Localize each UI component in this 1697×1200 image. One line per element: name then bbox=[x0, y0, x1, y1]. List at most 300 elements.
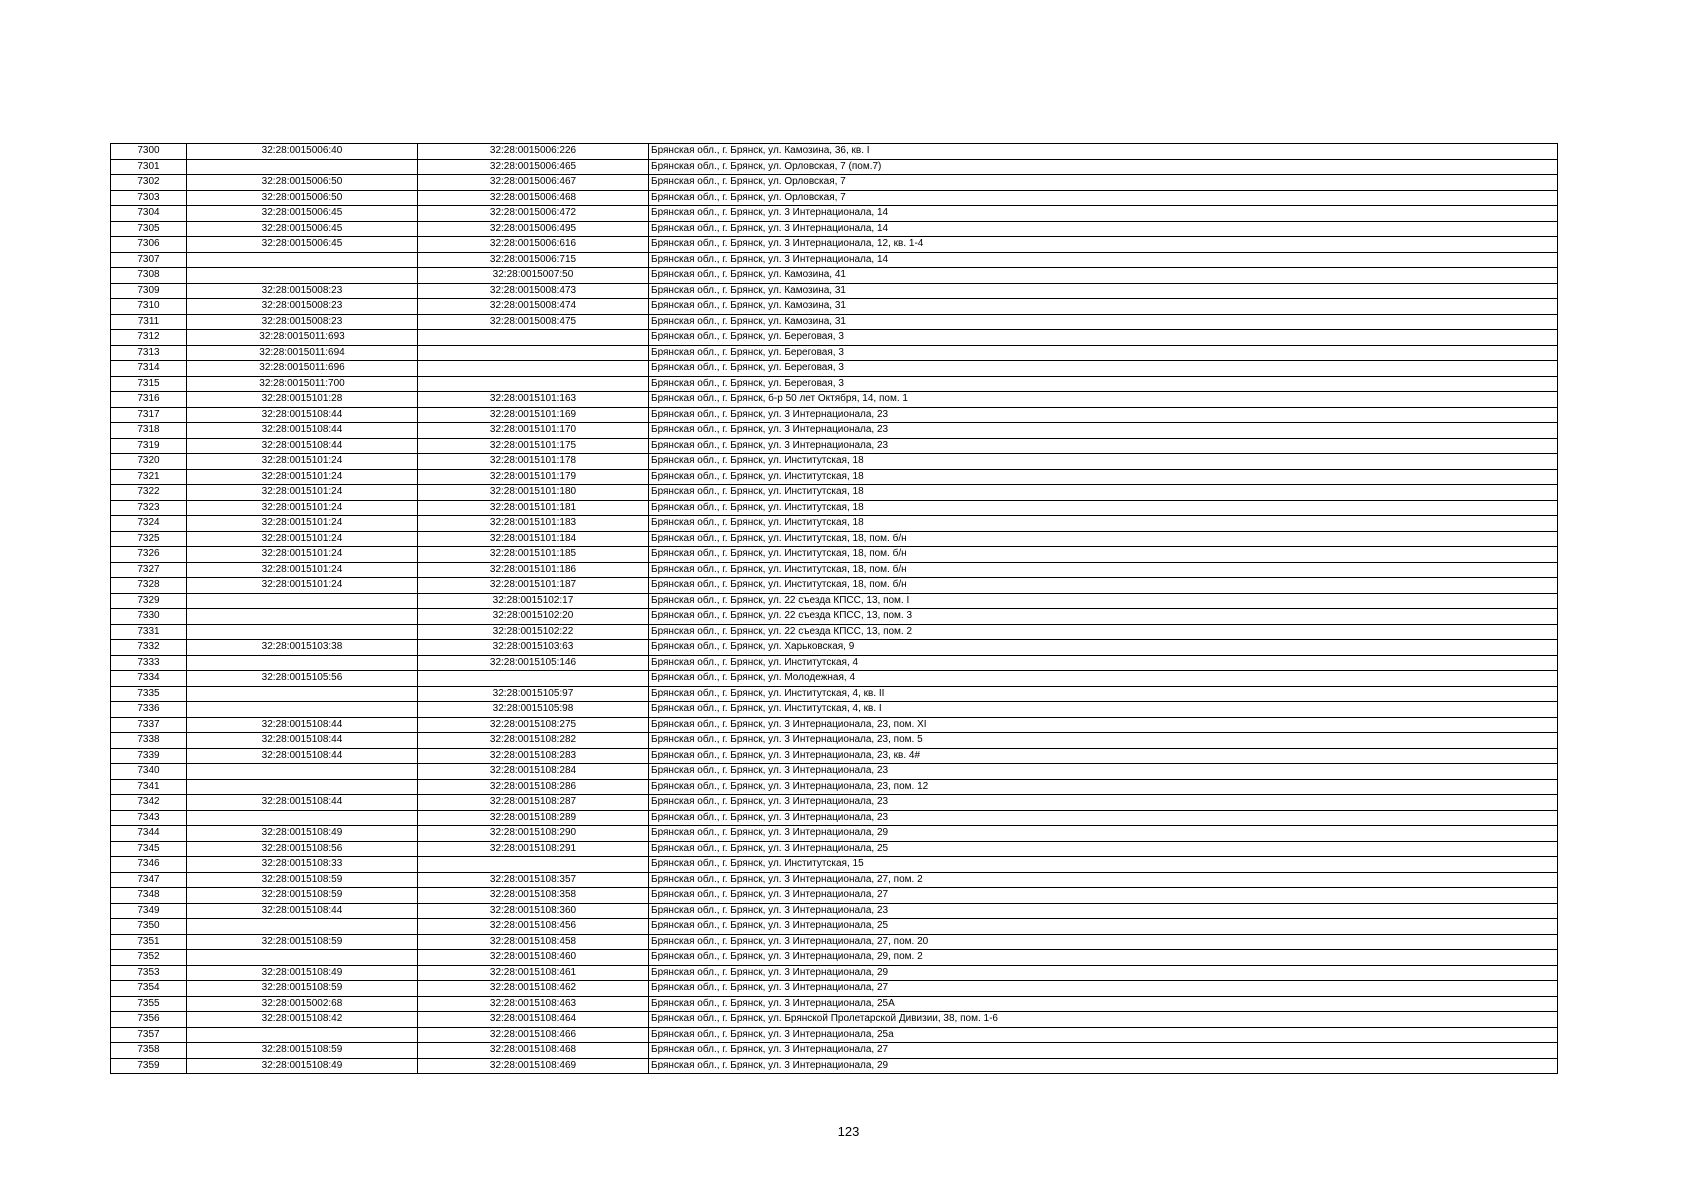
address-cell: Брянская обл., г. Брянск, ул. Институтская, 18, пом. б/н bbox=[649, 562, 1558, 578]
land-cadastral-number-cell: 32:28:0015108:44 bbox=[187, 733, 418, 749]
table-row bbox=[111, 640, 1558, 656]
land-cadastral-number-cell bbox=[187, 810, 418, 826]
address-cell: Брянская обл., г. Брянск, ул. Береговая, 3 bbox=[649, 376, 1558, 392]
address-cell: Брянская обл., г. Брянск, ул. 3 Интернационала, 23 bbox=[649, 810, 1558, 826]
object-cadastral-number-cell: 32:28:0015108:462 bbox=[418, 981, 649, 997]
address-cell: Брянская обл., г. Брянск, ул. 3 Интернационала, 14 bbox=[649, 221, 1558, 237]
address-cell: Брянская обл., г. Брянск, ул. 3 Интернационала, 14 bbox=[649, 206, 1558, 222]
object-cadastral-number-cell: 32:28:0015006:495 bbox=[418, 221, 649, 237]
row-number-cell: 7302 bbox=[111, 175, 187, 191]
row-number-cell: 7356 bbox=[111, 1012, 187, 1028]
table-row bbox=[111, 314, 1558, 330]
land-cadastral-number-cell: 32:28:0015101:28 bbox=[187, 392, 418, 408]
table-row bbox=[111, 578, 1558, 594]
object-cadastral-number-cell: 32:28:0015006:467 bbox=[418, 175, 649, 191]
registry-table-body bbox=[111, 144, 1558, 1074]
table-row bbox=[111, 826, 1558, 842]
table-row bbox=[111, 981, 1558, 997]
address-cell: Брянская обл., г. Брянск, ул. 3 Интернационала, 29, пом. 2 bbox=[649, 950, 1558, 966]
table-row bbox=[111, 1043, 1558, 1059]
land-cadastral-number-cell bbox=[187, 268, 418, 284]
table-row bbox=[111, 1012, 1558, 1028]
address-cell: Брянская обл., г. Брянск, ул. 3 Интернационала, 23 bbox=[649, 407, 1558, 423]
object-cadastral-number-cell: 32:28:0015101:179 bbox=[418, 469, 649, 485]
land-cadastral-number-cell: 32:28:0015011:694 bbox=[187, 345, 418, 361]
row-number-cell: 7341 bbox=[111, 779, 187, 795]
row-number-cell: 7307 bbox=[111, 252, 187, 268]
object-cadastral-number-cell: 32:28:0015108:282 bbox=[418, 733, 649, 749]
land-cadastral-number-cell: 32:28:0015008:23 bbox=[187, 283, 418, 299]
land-cadastral-number-cell: 32:28:0015008:23 bbox=[187, 314, 418, 330]
object-cadastral-number-cell: 32:28:0015007:50 bbox=[418, 268, 649, 284]
address-cell: Брянская обл., г. Брянск, ул. 3 Интернационала, 25 bbox=[649, 841, 1558, 857]
row-number-cell: 7304 bbox=[111, 206, 187, 222]
address-cell: Брянская обл., г. Брянск, ул. 22 съезда КПСС, 13, пом. 2 bbox=[649, 624, 1558, 640]
land-cadastral-number-cell bbox=[187, 1027, 418, 1043]
object-cadastral-number-cell: 32:28:0015101:163 bbox=[418, 392, 649, 408]
land-cadastral-number-cell bbox=[187, 655, 418, 671]
row-number-cell: 7338 bbox=[111, 733, 187, 749]
object-cadastral-number-cell: 32:28:0015006:226 bbox=[418, 144, 649, 160]
object-cadastral-number-cell: 32:28:0015102:17 bbox=[418, 593, 649, 609]
table-row bbox=[111, 1058, 1558, 1074]
table-row bbox=[111, 779, 1558, 795]
table-row bbox=[111, 733, 1558, 749]
table-row bbox=[111, 841, 1558, 857]
object-cadastral-number-cell: 32:28:0015101:185 bbox=[418, 547, 649, 563]
address-cell: Брянская обл., г. Брянск, ул. Молодежная, 4 bbox=[649, 671, 1558, 687]
land-cadastral-number-cell: 32:28:0015101:24 bbox=[187, 562, 418, 578]
address-cell: Брянская обл., г. Брянск, ул. Харьковская, 9 bbox=[649, 640, 1558, 656]
object-cadastral-number-cell: 32:28:0015108:284 bbox=[418, 764, 649, 780]
table-row bbox=[111, 469, 1558, 485]
address-cell: Брянская обл., г. Брянск, ул. Институтская, 18 bbox=[649, 454, 1558, 470]
row-number-cell: 7346 bbox=[111, 857, 187, 873]
table-row bbox=[111, 764, 1558, 780]
land-cadastral-number-cell: 32:28:0015101:24 bbox=[187, 578, 418, 594]
object-cadastral-number-cell: 32:28:0015101:175 bbox=[418, 438, 649, 454]
address-cell: Брянская обл., г. Брянск, ул. 3 Интернационала, 27, пом. 20 bbox=[649, 934, 1558, 950]
land-cadastral-number-cell: 32:28:0015108:59 bbox=[187, 934, 418, 950]
row-number-cell: 7337 bbox=[111, 717, 187, 733]
row-number-cell: 7336 bbox=[111, 702, 187, 718]
table-row bbox=[111, 655, 1558, 671]
land-cadastral-number-cell: 32:28:0015108:49 bbox=[187, 826, 418, 842]
land-cadastral-number-cell: 32:28:0015011:693 bbox=[187, 330, 418, 346]
address-cell: Брянская обл., г. Брянск, ул. Институтская, 18, пом. б/н bbox=[649, 578, 1558, 594]
row-number-cell: 7324 bbox=[111, 516, 187, 532]
row-number-cell: 7334 bbox=[111, 671, 187, 687]
row-number-cell: 7345 bbox=[111, 841, 187, 857]
land-cadastral-number-cell bbox=[187, 686, 418, 702]
object-cadastral-number-cell: 32:28:0015102:20 bbox=[418, 609, 649, 625]
table-row bbox=[111, 268, 1558, 284]
address-cell: Брянская обл., г. Брянск, ул. Институтская, 18 bbox=[649, 500, 1558, 516]
land-cadastral-number-cell: 32:28:0015002:68 bbox=[187, 996, 418, 1012]
address-cell: Брянская обл., г. Брянск, ул. Институтская, 18, пом. б/н bbox=[649, 531, 1558, 547]
table-row bbox=[111, 190, 1558, 206]
object-cadastral-number-cell: 32:28:0015108:456 bbox=[418, 919, 649, 935]
address-cell: Брянская обл., г. Брянск, ул. 3 Интернационала, 25а bbox=[649, 1027, 1558, 1043]
row-number-cell: 7312 bbox=[111, 330, 187, 346]
address-cell: Брянская обл., г. Брянск, ул. Камозина, 36, кв. I bbox=[649, 144, 1558, 160]
row-number-cell: 7339 bbox=[111, 748, 187, 764]
address-cell: Брянская обл., г. Брянск, ул. Институтская, 4, кв. I bbox=[649, 702, 1558, 718]
object-cadastral-number-cell bbox=[418, 361, 649, 377]
object-cadastral-number-cell: 32:28:0015108:275 bbox=[418, 717, 649, 733]
object-cadastral-number-cell: 32:28:0015108:461 bbox=[418, 965, 649, 981]
row-number-cell: 7319 bbox=[111, 438, 187, 454]
row-number-cell: 7350 bbox=[111, 919, 187, 935]
object-cadastral-number-cell: 32:28:0015108:468 bbox=[418, 1043, 649, 1059]
table-row bbox=[111, 748, 1558, 764]
land-cadastral-number-cell: 32:28:0015101:24 bbox=[187, 547, 418, 563]
registry-table bbox=[110, 143, 1558, 1074]
row-number-cell: 7340 bbox=[111, 764, 187, 780]
land-cadastral-number-cell: 32:28:0015108:56 bbox=[187, 841, 418, 857]
object-cadastral-number-cell: 32:28:0015108:458 bbox=[418, 934, 649, 950]
table-row bbox=[111, 996, 1558, 1012]
row-number-cell: 7354 bbox=[111, 981, 187, 997]
table-row bbox=[111, 283, 1558, 299]
address-cell: Брянская обл., г. Брянск, ул. Институтская, 18 bbox=[649, 469, 1558, 485]
address-cell: Брянская обл., г. Брянск, ул. Институтская, 4 bbox=[649, 655, 1558, 671]
object-cadastral-number-cell: 32:28:0015108:289 bbox=[418, 810, 649, 826]
table-row bbox=[111, 717, 1558, 733]
object-cadastral-number-cell: 32:28:0015008:475 bbox=[418, 314, 649, 330]
row-number-cell: 7348 bbox=[111, 888, 187, 904]
land-cadastral-number-cell: 32:28:0015101:24 bbox=[187, 454, 418, 470]
row-number-cell: 7310 bbox=[111, 299, 187, 315]
land-cadastral-number-cell: 32:28:0015011:700 bbox=[187, 376, 418, 392]
row-number-cell: 7349 bbox=[111, 903, 187, 919]
row-number-cell: 7300 bbox=[111, 144, 187, 160]
row-number-cell: 7315 bbox=[111, 376, 187, 392]
object-cadastral-number-cell: 32:28:0015006:468 bbox=[418, 190, 649, 206]
land-cadastral-number-cell: 32:28:0015006:45 bbox=[187, 221, 418, 237]
table-row bbox=[111, 593, 1558, 609]
object-cadastral-number-cell: 32:28:0015101:186 bbox=[418, 562, 649, 578]
object-cadastral-number-cell: 32:28:0015108:283 bbox=[418, 748, 649, 764]
land-cadastral-number-cell bbox=[187, 624, 418, 640]
row-number-cell: 7355 bbox=[111, 996, 187, 1012]
address-cell: Брянская обл., г. Брянск, ул. 3 Интернационала, 29 bbox=[649, 1058, 1558, 1074]
object-cadastral-number-cell: 32:28:0015006:616 bbox=[418, 237, 649, 253]
address-cell: Брянская обл., г. Брянск, ул. Орловская, 7 bbox=[649, 190, 1558, 206]
land-cadastral-number-cell: 32:28:0015108:59 bbox=[187, 872, 418, 888]
table-row bbox=[111, 206, 1558, 222]
land-cadastral-number-cell: 32:28:0015108:59 bbox=[187, 1043, 418, 1059]
land-cadastral-number-cell: 32:28:0015108:49 bbox=[187, 965, 418, 981]
address-cell: Брянская обл., г. Брянск, ул. 3 Интернационала, 27 bbox=[649, 981, 1558, 997]
land-cadastral-number-cell: 32:28:0015108:44 bbox=[187, 903, 418, 919]
object-cadastral-number-cell: 32:28:0015108:290 bbox=[418, 826, 649, 842]
land-cadastral-number-cell: 32:28:0015006:40 bbox=[187, 144, 418, 160]
row-number-cell: 7358 bbox=[111, 1043, 187, 1059]
table-row bbox=[111, 438, 1558, 454]
address-cell: Брянская обл., г. Брянск, ул. 3 Интернационала, 23 bbox=[649, 903, 1558, 919]
table-row bbox=[111, 965, 1558, 981]
row-number-cell: 7311 bbox=[111, 314, 187, 330]
object-cadastral-number-cell: 32:28:0015108:466 bbox=[418, 1027, 649, 1043]
address-cell: Брянская обл., г. Брянск, ул. 3 Интернационала, 27, пом. 2 bbox=[649, 872, 1558, 888]
object-cadastral-number-cell: 32:28:0015105:146 bbox=[418, 655, 649, 671]
row-number-cell: 7316 bbox=[111, 392, 187, 408]
land-cadastral-number-cell: 32:28:0015101:24 bbox=[187, 516, 418, 532]
land-cadastral-number-cell: 32:28:0015108:44 bbox=[187, 407, 418, 423]
table-row bbox=[111, 330, 1558, 346]
object-cadastral-number-cell: 32:28:0015108:460 bbox=[418, 950, 649, 966]
land-cadastral-number-cell: 32:28:0015105:56 bbox=[187, 671, 418, 687]
row-number-cell: 7314 bbox=[111, 361, 187, 377]
table-row bbox=[111, 888, 1558, 904]
object-cadastral-number-cell: 32:28:0015006:472 bbox=[418, 206, 649, 222]
object-cadastral-number-cell: 32:28:0015108:360 bbox=[418, 903, 649, 919]
address-cell: Брянская обл., г. Брянск, ул. 3 Интернационала, 25 bbox=[649, 919, 1558, 935]
row-number-cell: 7318 bbox=[111, 423, 187, 439]
row-number-cell: 7321 bbox=[111, 469, 187, 485]
row-number-cell: 7309 bbox=[111, 283, 187, 299]
row-number-cell: 7322 bbox=[111, 485, 187, 501]
land-cadastral-number-cell: 32:28:0015008:23 bbox=[187, 299, 418, 315]
object-cadastral-number-cell bbox=[418, 330, 649, 346]
land-cadastral-number-cell: 32:28:0015103:38 bbox=[187, 640, 418, 656]
land-cadastral-number-cell: 32:28:0015101:24 bbox=[187, 485, 418, 501]
object-cadastral-number-cell: 32:28:0015101:169 bbox=[418, 407, 649, 423]
land-cadastral-number-cell: 32:28:0015108:49 bbox=[187, 1058, 418, 1074]
address-cell: Брянская обл., г. Брянск, ул. 3 Интернационала, 23, кв. 4# bbox=[649, 748, 1558, 764]
address-cell: Брянская обл., г. Брянск, ул. 22 съезда КПСС, 13, пом. 3 bbox=[649, 609, 1558, 625]
address-cell: Брянская обл., г. Брянск, ул. 3 Интернационала, 14 bbox=[649, 252, 1558, 268]
table-row bbox=[111, 516, 1558, 532]
object-cadastral-number-cell bbox=[418, 857, 649, 873]
row-number-cell: 7313 bbox=[111, 345, 187, 361]
table-row bbox=[111, 950, 1558, 966]
address-cell: Брянская обл., г. Брянск, ул. 22 съезда КПСС, 13, пом. I bbox=[649, 593, 1558, 609]
row-number-cell: 7344 bbox=[111, 826, 187, 842]
address-cell: Брянская обл., г. Брянск, ул. 3 Интернационала, 12, кв. 1-4 bbox=[649, 237, 1558, 253]
table-row bbox=[111, 795, 1558, 811]
row-number-cell: 7308 bbox=[111, 268, 187, 284]
row-number-cell: 7323 bbox=[111, 500, 187, 516]
address-cell: Брянская обл., г. Брянск, ул. Орловская, 7 bbox=[649, 175, 1558, 191]
table-row bbox=[111, 1027, 1558, 1043]
table-row bbox=[111, 221, 1558, 237]
table-row bbox=[111, 547, 1558, 563]
table-row bbox=[111, 159, 1558, 175]
address-cell: Брянская обл., г. Брянск, ул. 3 Интернационала, 25А bbox=[649, 996, 1558, 1012]
row-number-cell: 7325 bbox=[111, 531, 187, 547]
land-cadastral-number-cell bbox=[187, 779, 418, 795]
table-row bbox=[111, 345, 1558, 361]
object-cadastral-number-cell: 32:28:0015101:180 bbox=[418, 485, 649, 501]
address-cell: Брянская обл., г. Брянск, б-р 50 лет Октября, 14, пом. 1 bbox=[649, 392, 1558, 408]
object-cadastral-number-cell: 32:28:0015103:63 bbox=[418, 640, 649, 656]
table-row bbox=[111, 934, 1558, 950]
row-number-cell: 7305 bbox=[111, 221, 187, 237]
address-cell: Брянская обл., г. Брянск, ул. 3 Интернационала, 23, пом. 12 bbox=[649, 779, 1558, 795]
land-cadastral-number-cell: 32:28:0015108:44 bbox=[187, 748, 418, 764]
land-cadastral-number-cell bbox=[187, 702, 418, 718]
table-row bbox=[111, 686, 1558, 702]
address-cell: Брянская обл., г. Брянск, ул. 3 Интернационала, 23, пом. XI bbox=[649, 717, 1558, 733]
object-cadastral-number-cell: 32:28:0015105:97 bbox=[418, 686, 649, 702]
land-cadastral-number-cell: 32:28:0015108:44 bbox=[187, 795, 418, 811]
table-row bbox=[111, 376, 1558, 392]
object-cadastral-number-cell: 32:28:0015008:473 bbox=[418, 283, 649, 299]
land-cadastral-number-cell bbox=[187, 950, 418, 966]
table-row bbox=[111, 500, 1558, 516]
table-row bbox=[111, 299, 1558, 315]
table-row bbox=[111, 872, 1558, 888]
address-cell: Брянская обл., г. Брянск, ул. Институтская, 15 bbox=[649, 857, 1558, 873]
object-cadastral-number-cell: 32:28:0015006:465 bbox=[418, 159, 649, 175]
land-cadastral-number-cell: 32:28:0015006:45 bbox=[187, 237, 418, 253]
land-cadastral-number-cell: 32:28:0015006:50 bbox=[187, 190, 418, 206]
row-number-cell: 7317 bbox=[111, 407, 187, 423]
table-row bbox=[111, 857, 1558, 873]
land-cadastral-number-cell: 32:28:0015108:33 bbox=[187, 857, 418, 873]
table-row bbox=[111, 454, 1558, 470]
land-cadastral-number-cell bbox=[187, 919, 418, 935]
land-cadastral-number-cell: 32:28:0015108:42 bbox=[187, 1012, 418, 1028]
land-cadastral-number-cell: 32:28:0015108:59 bbox=[187, 888, 418, 904]
land-cadastral-number-cell: 32:28:0015108:44 bbox=[187, 438, 418, 454]
object-cadastral-number-cell: 32:28:0015101:178 bbox=[418, 454, 649, 470]
address-cell: Брянская обл., г. Брянск, ул. 3 Интернационала, 23 bbox=[649, 795, 1558, 811]
address-cell: Брянская обл., г. Брянск, ул. 3 Интернационала, 23 bbox=[649, 438, 1558, 454]
address-cell: Брянская обл., г. Брянск, ул. Орловская, 7 (пом.7) bbox=[649, 159, 1558, 175]
object-cadastral-number-cell: 32:28:0015108:358 bbox=[418, 888, 649, 904]
table-row bbox=[111, 609, 1558, 625]
address-cell: Брянская обл., г. Брянск, ул. 3 Интернационала, 23 bbox=[649, 423, 1558, 439]
object-cadastral-number-cell: 32:28:0015008:474 bbox=[418, 299, 649, 315]
row-number-cell: 7357 bbox=[111, 1027, 187, 1043]
land-cadastral-number-cell: 32:28:0015011:696 bbox=[187, 361, 418, 377]
address-cell: Брянская обл., г. Брянск, ул. Институтская, 18, пом. б/н bbox=[649, 547, 1558, 563]
land-cadastral-number-cell: 32:28:0015101:24 bbox=[187, 531, 418, 547]
address-cell: Брянская обл., г. Брянск, ул. 3 Интернационала, 29 bbox=[649, 965, 1558, 981]
land-cadastral-number-cell bbox=[187, 764, 418, 780]
table-row bbox=[111, 407, 1558, 423]
land-cadastral-number-cell bbox=[187, 609, 418, 625]
row-number-cell: 7353 bbox=[111, 965, 187, 981]
row-number-cell: 7342 bbox=[111, 795, 187, 811]
object-cadastral-number-cell: 32:28:0015101:170 bbox=[418, 423, 649, 439]
row-number-cell: 7329 bbox=[111, 593, 187, 609]
row-number-cell: 7335 bbox=[111, 686, 187, 702]
row-number-cell: 7320 bbox=[111, 454, 187, 470]
object-cadastral-number-cell: 32:28:0015108:469 bbox=[418, 1058, 649, 1074]
object-cadastral-number-cell: 32:28:0015105:98 bbox=[418, 702, 649, 718]
object-cadastral-number-cell bbox=[418, 345, 649, 361]
object-cadastral-number-cell: 32:28:0015108:291 bbox=[418, 841, 649, 857]
address-cell: Брянская обл., г. Брянск, ул. Береговая, 3 bbox=[649, 345, 1558, 361]
land-cadastral-number-cell: 32:28:0015101:24 bbox=[187, 500, 418, 516]
row-number-cell: 7328 bbox=[111, 578, 187, 594]
row-number-cell: 7303 bbox=[111, 190, 187, 206]
object-cadastral-number-cell: 32:28:0015108:357 bbox=[418, 872, 649, 888]
table-row bbox=[111, 531, 1558, 547]
address-cell: Брянская обл., г. Брянск, ул. Брянской Пролетарской Дивизии, 38, пом. 1-6 bbox=[649, 1012, 1558, 1028]
object-cadastral-number-cell: 32:28:0015108:286 bbox=[418, 779, 649, 795]
object-cadastral-number-cell: 32:28:0015102:22 bbox=[418, 624, 649, 640]
object-cadastral-number-cell: 32:28:0015101:184 bbox=[418, 531, 649, 547]
object-cadastral-number-cell: 32:28:0015101:187 bbox=[418, 578, 649, 594]
address-cell: Брянская обл., г. Брянск, ул. Институтская, 18 bbox=[649, 485, 1558, 501]
row-number-cell: 7331 bbox=[111, 624, 187, 640]
table-row bbox=[111, 361, 1558, 377]
row-number-cell: 7352 bbox=[111, 950, 187, 966]
address-cell: Брянская обл., г. Брянск, ул. Береговая, 3 bbox=[649, 330, 1558, 346]
table-row bbox=[111, 810, 1558, 826]
row-number-cell: 7306 bbox=[111, 237, 187, 253]
land-cadastral-number-cell: 32:28:0015108:59 bbox=[187, 981, 418, 997]
row-number-cell: 7327 bbox=[111, 562, 187, 578]
address-cell: Брянская обл., г. Брянск, ул. 3 Интернационала, 23 bbox=[649, 764, 1558, 780]
table-row bbox=[111, 237, 1558, 253]
address-cell: Брянская обл., г. Брянск, ул. 3 Интернационала, 29 bbox=[649, 826, 1558, 842]
land-cadastral-number-cell: 32:28:0015006:45 bbox=[187, 206, 418, 222]
table-row bbox=[111, 252, 1558, 268]
row-number-cell: 7301 bbox=[111, 159, 187, 175]
address-cell: Брянская обл., г. Брянск, ул. Институтская, 18 bbox=[649, 516, 1558, 532]
land-cadastral-number-cell: 32:28:0015108:44 bbox=[187, 423, 418, 439]
address-cell: Брянская обл., г. Брянск, ул. Камозина, 41 bbox=[649, 268, 1558, 284]
page-number: 123 bbox=[837, 1124, 860, 1139]
object-cadastral-number-cell: 32:28:0015108:464 bbox=[418, 1012, 649, 1028]
table-row bbox=[111, 624, 1558, 640]
object-cadastral-number-cell bbox=[418, 376, 649, 392]
land-cadastral-number-cell bbox=[187, 593, 418, 609]
table-row bbox=[111, 392, 1558, 408]
table-row bbox=[111, 175, 1558, 191]
object-cadastral-number-cell: 32:28:0015108:463 bbox=[418, 996, 649, 1012]
object-cadastral-number-cell: 32:28:0015101:183 bbox=[418, 516, 649, 532]
row-number-cell: 7347 bbox=[111, 872, 187, 888]
row-number-cell: 7351 bbox=[111, 934, 187, 950]
row-number-cell: 7333 bbox=[111, 655, 187, 671]
address-cell: Брянская обл., г. Брянск, ул. 3 Интернационала, 23, пом. 5 bbox=[649, 733, 1558, 749]
land-cadastral-number-cell bbox=[187, 159, 418, 175]
table-row bbox=[111, 562, 1558, 578]
object-cadastral-number-cell: 32:28:0015101:181 bbox=[418, 500, 649, 516]
address-cell: Брянская обл., г. Брянск, ул. 3 Интернационала, 27 bbox=[649, 1043, 1558, 1059]
row-number-cell: 7330 bbox=[111, 609, 187, 625]
table-row bbox=[111, 423, 1558, 439]
land-cadastral-number-cell: 32:28:0015101:24 bbox=[187, 469, 418, 485]
address-cell: Брянская обл., г. Брянск, ул. Институтская, 4, кв. II bbox=[649, 686, 1558, 702]
land-cadastral-number-cell: 32:28:0015006:50 bbox=[187, 175, 418, 191]
table-row bbox=[111, 671, 1558, 687]
row-number-cell: 7332 bbox=[111, 640, 187, 656]
row-number-cell: 7359 bbox=[111, 1058, 187, 1074]
row-number-cell: 7326 bbox=[111, 547, 187, 563]
table-row bbox=[111, 144, 1558, 160]
land-cadastral-number-cell bbox=[187, 252, 418, 268]
object-cadastral-number-cell: 32:28:0015006:715 bbox=[418, 252, 649, 268]
object-cadastral-number-cell: 32:28:0015108:287 bbox=[418, 795, 649, 811]
table-row bbox=[111, 903, 1558, 919]
address-cell: Брянская обл., г. Брянск, ул. Береговая, 3 bbox=[649, 361, 1558, 377]
land-cadastral-number-cell: 32:28:0015108:44 bbox=[187, 717, 418, 733]
table-row bbox=[111, 702, 1558, 718]
table-row bbox=[111, 485, 1558, 501]
address-cell: Брянская обл., г. Брянск, ул. Камозина, 31 bbox=[649, 283, 1558, 299]
table-row bbox=[111, 919, 1558, 935]
address-cell: Брянская обл., г. Брянск, ул. Камозина, 31 bbox=[649, 299, 1558, 315]
address-cell: Брянская обл., г. Брянск, ул. Камозина, 31 bbox=[649, 314, 1558, 330]
